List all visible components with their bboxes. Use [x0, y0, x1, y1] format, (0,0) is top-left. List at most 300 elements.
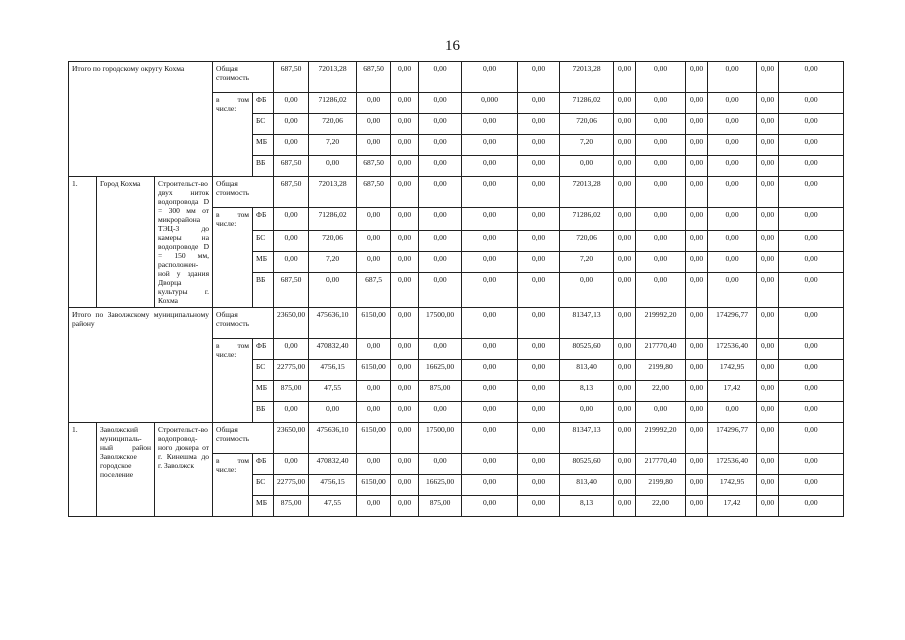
value-cell: 0,00 [419, 62, 462, 93]
value-cell: 0,00 [462, 496, 518, 517]
value-cell: 0,00 [779, 381, 844, 402]
value-cell: 0,00 [614, 177, 636, 208]
value-cell: 0,00 [391, 454, 419, 475]
value-cell: 81347,13 [560, 308, 614, 339]
value-cell: 0,00 [357, 381, 391, 402]
value-cell: 0,00 [391, 231, 419, 252]
value-cell: 0,00 [636, 156, 686, 177]
value-cell: 0,00 [779, 208, 844, 231]
value-cell: 687,50 [357, 156, 391, 177]
value-cell: 0,00 [686, 93, 708, 114]
budget-table [68, 61, 844, 517]
value-cell: 0,00 [419, 252, 462, 273]
value-cell: 71286,02 [560, 93, 614, 114]
fund-label: ВБ [253, 273, 274, 308]
value-cell: 0,00 [391, 252, 419, 273]
value-cell: 0,00 [779, 360, 844, 381]
value-cell: 475636,10 [309, 423, 357, 454]
value-cell: 0,00 [779, 93, 844, 114]
value-cell: 0,00 [518, 339, 560, 360]
value-cell: 22775,00 [274, 475, 309, 496]
value-cell: 0,00 [391, 381, 419, 402]
value-cell: 687,50 [274, 156, 309, 177]
fund-label: ФБ [253, 454, 274, 475]
value-cell: 687,50 [274, 62, 309, 93]
value-cell: 875,00 [274, 381, 309, 402]
value-cell: 22,00 [636, 381, 686, 402]
value-cell: 687,50 [357, 177, 391, 208]
value-cell: 0,00 [419, 273, 462, 308]
value-cell: 0,00 [686, 114, 708, 135]
value-cell: 1742,95 [708, 360, 757, 381]
value-cell: 17,42 [708, 381, 757, 402]
value-cell: 0,00 [779, 402, 844, 423]
value-cell: 0,00 [462, 208, 518, 231]
value-cell: 0,00 [560, 273, 614, 308]
value-cell: 23650,00 [274, 423, 309, 454]
value-cell: 6150,00 [357, 360, 391, 381]
value-cell: 47,55 [309, 381, 357, 402]
value-cell: 0,00 [614, 339, 636, 360]
value-cell: 172536,40 [708, 339, 757, 360]
value-cell: 72013,28 [560, 62, 614, 93]
value-cell: 0,00 [518, 252, 560, 273]
value-cell: 6150,00 [357, 423, 391, 454]
value-cell: 0,00 [757, 135, 779, 156]
value-cell: 0,00 [636, 402, 686, 423]
value-cell: 22775,00 [274, 360, 309, 381]
value-cell: 0,00 [419, 231, 462, 252]
value-cell: 0,00 [462, 156, 518, 177]
value-cell: 0,00 [708, 93, 757, 114]
value-cell: 0,00 [686, 308, 708, 339]
value-cell: 0,00 [614, 273, 636, 308]
value-cell: 72013,28 [560, 177, 614, 208]
value-cell: 0,00 [462, 62, 518, 93]
value-cell: 0,00 [518, 454, 560, 475]
value-cell: 0,00 [309, 402, 357, 423]
value-cell: 16625,00 [419, 360, 462, 381]
value-cell: 0,00 [708, 402, 757, 423]
value-cell: 0,00 [686, 252, 708, 273]
value-cell: 0,00 [419, 208, 462, 231]
table-row [69, 62, 844, 93]
value-cell: 470832,40 [309, 454, 357, 475]
value-cell: 720,06 [560, 114, 614, 135]
value-cell: 80525,60 [560, 454, 614, 475]
value-cell: 0,00 [391, 308, 419, 339]
value-cell: 0,00 [779, 156, 844, 177]
value-cell: 0,00 [614, 114, 636, 135]
value-cell: 174296,77 [708, 423, 757, 454]
value-cell: 0,00 [274, 231, 309, 252]
including-label: в том числе: [213, 339, 253, 423]
value-cell: 0,00 [419, 114, 462, 135]
value-cell: 0,00 [391, 339, 419, 360]
value-cell: 0,00 [391, 208, 419, 231]
value-cell: 0,00 [708, 135, 757, 156]
value-cell: 0,00 [419, 402, 462, 423]
value-cell: 8,13 [560, 381, 614, 402]
fund-label: БС [253, 231, 274, 252]
value-cell: 0,00 [614, 231, 636, 252]
value-cell: 0,00 [686, 475, 708, 496]
fund-label: МБ [253, 252, 274, 273]
value-cell: 0,00 [708, 208, 757, 231]
table-row [69, 423, 844, 454]
value-cell: 0,00 [757, 156, 779, 177]
value-cell: 0,00 [779, 135, 844, 156]
value-cell: 172536,40 [708, 454, 757, 475]
value-cell: 0,00 [686, 231, 708, 252]
value-cell: 0,00 [419, 454, 462, 475]
value-cell: 0,00 [708, 114, 757, 135]
value-cell: 0,00 [757, 360, 779, 381]
value-cell: 0,00 [708, 273, 757, 308]
value-cell: 0,00 [614, 135, 636, 156]
item-number: 1. [69, 423, 97, 517]
value-cell: 0,00 [391, 273, 419, 308]
value-cell: 71286,02 [309, 93, 357, 114]
value-cell: 0,00 [757, 402, 779, 423]
value-cell: 17500,00 [419, 308, 462, 339]
value-cell: 80525,60 [560, 339, 614, 360]
value-cell: 0,00 [274, 454, 309, 475]
value-cell: 0,00 [357, 454, 391, 475]
value-cell: 0,00 [636, 208, 686, 231]
value-cell: 0,00 [614, 252, 636, 273]
value-cell: 470832,40 [309, 339, 357, 360]
value-cell: 0,00 [757, 475, 779, 496]
value-cell: 0,00 [779, 273, 844, 308]
value-cell: 0,00 [462, 114, 518, 135]
value-cell: 0,00 [686, 402, 708, 423]
value-cell: 0,00 [614, 402, 636, 423]
cost-type-label: Общая стоимость [213, 423, 274, 454]
value-cell: 0,00 [357, 135, 391, 156]
value-cell: 7,20 [560, 135, 614, 156]
value-cell: 0,00 [391, 135, 419, 156]
value-cell: 0,00 [779, 339, 844, 360]
value-cell: 0,00 [518, 93, 560, 114]
value-cell: 0,00 [518, 156, 560, 177]
value-cell: 0,00 [757, 339, 779, 360]
value-cell: 0,00 [357, 402, 391, 423]
value-cell: 0,00 [708, 252, 757, 273]
value-cell: 0,00 [462, 454, 518, 475]
table-row [69, 308, 844, 339]
value-cell: 72013,28 [309, 62, 357, 93]
value-cell: 0,00 [518, 496, 560, 517]
value-cell: 0,00 [560, 402, 614, 423]
value-cell: 217770,40 [636, 454, 686, 475]
including-label: в том числе: [213, 454, 253, 517]
value-cell: 0,00 [462, 252, 518, 273]
value-cell: 687,50 [274, 273, 309, 308]
value-cell: 0,00 [779, 454, 844, 475]
value-cell: 8,13 [560, 496, 614, 517]
value-cell: 687,5 [357, 273, 391, 308]
value-cell: 0,00 [686, 360, 708, 381]
value-cell: 0,00 [686, 496, 708, 517]
value-cell: 0,00 [779, 475, 844, 496]
value-cell: 0,00 [462, 475, 518, 496]
value-cell: 0,00 [757, 273, 779, 308]
value-cell: 0,00 [708, 231, 757, 252]
value-cell: 475636,10 [309, 308, 357, 339]
item-object: Строительст-во двух ниток водопровода D = 300 мм от микрорайона ТЭЦ-3 до камеры на водопроводе D = 150 мм, расположен-ной у здания Дворца культуры г. Кохма [155, 177, 213, 308]
value-cell: 0,00 [462, 423, 518, 454]
value-cell: 217770,40 [636, 339, 686, 360]
value-cell: 0,00 [391, 475, 419, 496]
section-total-title: Итого по Заволжскому муниципальному району [69, 308, 213, 423]
value-cell: 219992,20 [636, 308, 686, 339]
value-cell: 0,00 [614, 156, 636, 177]
value-cell: 0,00 [518, 475, 560, 496]
item-place: Заволжский муниципаль-ный район Заволжское городское поселение [97, 423, 155, 517]
value-cell: 687,50 [274, 177, 309, 208]
value-cell: 0,00 [518, 208, 560, 231]
value-cell: 0,00 [686, 177, 708, 208]
value-cell: 0,00 [757, 308, 779, 339]
fund-label: МБ [253, 381, 274, 402]
including-label: в том числе: [213, 208, 253, 308]
value-cell: 0,00 [357, 231, 391, 252]
value-cell: 0,00 [518, 360, 560, 381]
value-cell: 875,00 [419, 496, 462, 517]
value-cell: 0,00 [518, 231, 560, 252]
value-cell: 0,00 [614, 381, 636, 402]
fund-label: ФБ [253, 339, 274, 360]
value-cell: 0,00 [686, 423, 708, 454]
value-cell: 0,00 [614, 454, 636, 475]
value-cell: 0,00 [686, 156, 708, 177]
cost-type-label: Общая стоимость [213, 308, 274, 339]
value-cell: 0,00 [419, 177, 462, 208]
value-cell: 7,20 [560, 252, 614, 273]
fund-label: ФБ [253, 93, 274, 114]
value-cell: 0,00 [708, 177, 757, 208]
value-cell: 81347,13 [560, 423, 614, 454]
value-cell: 0,00 [518, 402, 560, 423]
value-cell: 0,00 [686, 135, 708, 156]
value-cell: 6150,00 [357, 308, 391, 339]
value-cell: 0,00 [636, 177, 686, 208]
value-cell: 0,00 [757, 496, 779, 517]
value-cell: 0,00 [357, 208, 391, 231]
value-cell: 0,00 [391, 360, 419, 381]
value-cell: 0,00 [391, 62, 419, 93]
value-cell: 0,00 [391, 114, 419, 135]
value-cell: 0,00 [357, 114, 391, 135]
value-cell: 0,00 [686, 454, 708, 475]
value-cell: 0,00 [686, 208, 708, 231]
value-cell: 72013,28 [309, 177, 357, 208]
value-cell: 0,00 [636, 273, 686, 308]
value-cell: 0,00 [518, 114, 560, 135]
value-cell: 7,20 [309, 135, 357, 156]
value-cell: 0,00 [614, 308, 636, 339]
value-cell: 0,00 [757, 454, 779, 475]
value-cell: 0,00 [614, 423, 636, 454]
value-cell: 0,00 [636, 93, 686, 114]
value-cell: 0,00 [779, 423, 844, 454]
value-cell: 1742,95 [708, 475, 757, 496]
value-cell: 0,000 [462, 93, 518, 114]
value-cell: 0,00 [636, 135, 686, 156]
value-cell: 0,00 [462, 381, 518, 402]
value-cell: 71286,02 [560, 208, 614, 231]
value-cell: 0,00 [274, 339, 309, 360]
value-cell: 0,00 [686, 62, 708, 93]
value-cell: 0,00 [357, 93, 391, 114]
value-cell: 47,55 [309, 496, 357, 517]
value-cell: 7,20 [309, 252, 357, 273]
value-cell: 0,00 [462, 135, 518, 156]
value-cell: 0,00 [636, 231, 686, 252]
value-cell: 0,00 [357, 339, 391, 360]
value-cell: 0,00 [708, 62, 757, 93]
value-cell: 0,00 [462, 360, 518, 381]
value-cell: 0,00 [274, 208, 309, 231]
fund-label: МБ [253, 135, 274, 156]
value-cell: 4756,15 [309, 475, 357, 496]
value-cell: 0,00 [391, 177, 419, 208]
value-cell: 0,00 [779, 496, 844, 517]
value-cell: 0,00 [357, 496, 391, 517]
value-cell: 875,00 [274, 496, 309, 517]
value-cell: 0,00 [757, 231, 779, 252]
item-object: Строительст-во водопровод-ного дюкера от г. Кинешма до г. Заволжск [155, 423, 213, 517]
value-cell: 0,00 [391, 156, 419, 177]
value-cell: 0,00 [560, 156, 614, 177]
value-cell: 0,00 [708, 156, 757, 177]
value-cell: 0,00 [274, 93, 309, 114]
value-cell: 0,00 [614, 93, 636, 114]
value-cell: 6150,00 [357, 475, 391, 496]
value-cell: 0,00 [462, 339, 518, 360]
value-cell: 0,00 [357, 252, 391, 273]
value-cell: 0,00 [636, 114, 686, 135]
value-cell: 0,00 [686, 273, 708, 308]
value-cell: 0,00 [779, 177, 844, 208]
value-cell: 0,00 [419, 93, 462, 114]
value-cell: 0,00 [779, 62, 844, 93]
value-cell: 71286,02 [309, 208, 357, 231]
value-cell: 0,00 [757, 114, 779, 135]
value-cell: 0,00 [614, 475, 636, 496]
value-cell: 0,00 [419, 135, 462, 156]
value-cell: 0,00 [518, 62, 560, 93]
value-cell: 0,00 [614, 496, 636, 517]
value-cell: 687,50 [357, 62, 391, 93]
value-cell: 0,00 [614, 62, 636, 93]
cost-type-label: Общая стоимость [213, 62, 274, 93]
value-cell: 0,00 [518, 423, 560, 454]
value-cell: 0,00 [614, 208, 636, 231]
value-cell: 0,00 [686, 339, 708, 360]
value-cell: 0,00 [757, 177, 779, 208]
fund-label: БС [253, 360, 274, 381]
value-cell: 0,00 [614, 360, 636, 381]
value-cell: 0,00 [636, 62, 686, 93]
fund-label: БС [253, 114, 274, 135]
fund-label: ФБ [253, 208, 274, 231]
value-cell: 0,00 [462, 231, 518, 252]
value-cell: 0,00 [779, 231, 844, 252]
page-number: 16 [445, 38, 460, 54]
value-cell: 0,00 [518, 177, 560, 208]
item-number: 1. [69, 177, 97, 308]
value-cell: 0,00 [518, 135, 560, 156]
value-cell: 0,00 [274, 135, 309, 156]
value-cell: 813,40 [560, 360, 614, 381]
value-cell: 2199,80 [636, 475, 686, 496]
value-cell: 0,00 [757, 423, 779, 454]
value-cell: 0,00 [391, 496, 419, 517]
fund-label: БС [253, 475, 274, 496]
value-cell: 0,00 [757, 381, 779, 402]
including-label: в том числе: [213, 93, 253, 177]
value-cell: 0,00 [462, 273, 518, 308]
value-cell: 17,42 [708, 496, 757, 517]
value-cell: 0,00 [779, 252, 844, 273]
value-cell: 4756,15 [309, 360, 357, 381]
item-place: Город Кохма [97, 177, 155, 308]
value-cell: 0,00 [419, 156, 462, 177]
value-cell: 0,00 [518, 308, 560, 339]
value-cell: 813,40 [560, 475, 614, 496]
value-cell: 720,06 [309, 114, 357, 135]
value-cell: 720,06 [309, 231, 357, 252]
cost-type-label: Общая стоимость [213, 177, 274, 208]
value-cell: 0,00 [391, 402, 419, 423]
value-cell: 174296,77 [708, 308, 757, 339]
fund-label: МБ [253, 496, 274, 517]
value-cell: 0,00 [779, 308, 844, 339]
value-cell: 0,00 [462, 402, 518, 423]
value-cell: 0,00 [391, 93, 419, 114]
value-cell: 0,00 [419, 339, 462, 360]
value-cell: 0,00 [757, 252, 779, 273]
fund-label: ВБ [253, 402, 274, 423]
value-cell: 0,00 [309, 273, 357, 308]
value-cell: 0,00 [757, 208, 779, 231]
value-cell: 0,00 [391, 423, 419, 454]
value-cell: 875,00 [419, 381, 462, 402]
value-cell: 16625,00 [419, 475, 462, 496]
value-cell: 0,00 [274, 252, 309, 273]
table-body [69, 62, 844, 517]
value-cell: 0,00 [462, 177, 518, 208]
value-cell: 17500,00 [419, 423, 462, 454]
value-cell: 22,00 [636, 496, 686, 517]
value-cell: 0,00 [274, 114, 309, 135]
value-cell: 0,00 [636, 252, 686, 273]
value-cell: 0,00 [518, 273, 560, 308]
value-cell: 219992,20 [636, 423, 686, 454]
value-cell: 0,00 [309, 156, 357, 177]
value-cell: 23650,00 [274, 308, 309, 339]
value-cell: 720,06 [560, 231, 614, 252]
value-cell: 0,00 [518, 381, 560, 402]
value-cell: 0,00 [757, 62, 779, 93]
value-cell: 0,00 [274, 402, 309, 423]
value-cell: 0,00 [779, 114, 844, 135]
value-cell: 0,00 [462, 308, 518, 339]
value-cell: 0,00 [686, 381, 708, 402]
table-row [69, 177, 844, 208]
